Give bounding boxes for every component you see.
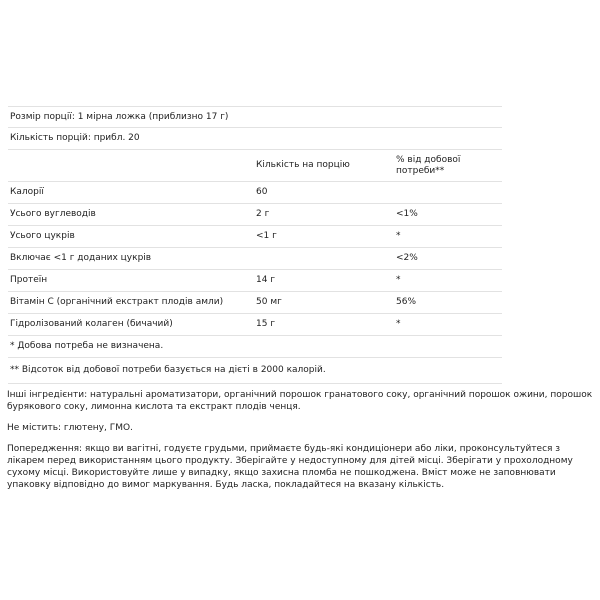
nutrient-daily-value: * [396,319,401,329]
footnote-row [8,336,502,358]
servings-count-text: Кількість порцій: прибл. 20 [10,133,140,143]
serving-size-row [8,106,502,128]
nutrient-daily-value [396,182,496,203]
table-row [8,270,502,292]
daily-value-header: % від добової потреби** [396,154,461,176]
nutrient-amount: <1 г [256,231,277,241]
servings-count-row [8,128,502,150]
free-from-text: Не містить: глютену, ГМО. [7,423,133,433]
nutrient-name: Вітамін С (органічний екстракт плодів амли) [10,297,224,307]
table-row [8,248,502,270]
nutrient-amount: 2 г [256,209,270,219]
nutrient-daily-value: * [396,231,401,241]
nutrient-name: Включає <1 г доданих цукрів [10,253,152,263]
table-row [8,182,502,204]
table-row [8,314,502,336]
warning-text: Попередження: якщо ви вагітні, годуєте грудьми, приймаєте будь-які кондиціонери або ліки, проконсультуйтеся з лікарем перед використанням цього продукту. Зберігайте у недоступному для дітей місці. Зберігати у прохолодному сухому місці. Використовуйте лише у випадку, якщо захисна пломба не пошкоджена. Вміст може не заповнювати упаковку відповідно до вимог маркування. Будь ласка, покладайтеся на вказану кількість. [7,444,573,490]
amount-per-serving-header: Кількість на порцію [256,160,350,170]
footnote-daily-value-basis: ** Відсоток від добової потреби базується на дієті в 2000 калорій. [10,365,326,375]
nutrient-daily-value: <1% [396,209,418,219]
nutrient-name: Протеїн [10,275,48,285]
nutrient-amount: 50 мг [256,297,282,307]
nutrient-daily-value: <2% [396,253,418,263]
nutrient-amount: 14 г [256,275,276,285]
footnote-row [8,358,502,384]
nutrient-amount: 15 г [256,319,276,329]
table-header-row [8,150,502,182]
nutrient-name: Усього цукрів [10,231,75,241]
nutrient-name: Гідролізований колаген (бичачий) [10,319,173,329]
nutrient-daily-value: 56% [396,297,417,307]
other-ingredients-text: Інші інгредієнти: натуральні ароматизатори, органічний порошок гранатового соку, органічний порошок ожини, порошок бурякового соку, лимонна кислота та екстракт плодів ченця. [7,390,593,412]
table-row [8,204,502,226]
table-row [8,226,502,248]
serving-size-text: Розмір порції: 1 мірна ложка (приблизно 17 г) [10,111,229,122]
nutrient-daily-value: * [396,275,401,285]
nutrient-name: Усього вуглеводів [10,209,96,219]
nutrient-amount: 60 [256,187,268,197]
nutrition-facts-table [8,106,502,384]
table-row [8,292,502,314]
nutrient-name: Калорії [10,187,44,197]
footnote-not-established: * Добова потреба не визначена. [10,341,164,351]
